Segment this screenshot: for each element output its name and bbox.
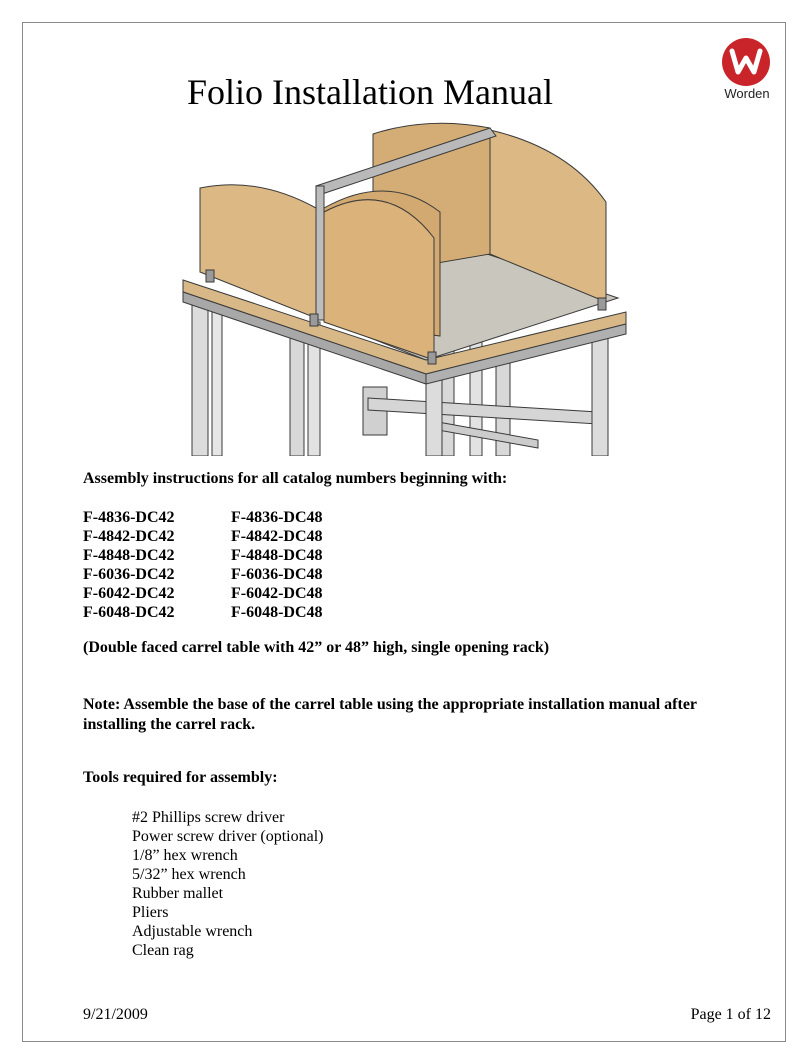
- catalog-number: F-4842-DC42: [83, 528, 175, 545]
- tool-item: Clean rag: [132, 942, 194, 959]
- tool-item: Pliers: [132, 904, 169, 921]
- tool-item: #2 Phillips screw driver: [132, 809, 285, 826]
- tool-item: Power screw driver (optional): [132, 828, 324, 845]
- catalog-number: F-6042-DC42: [83, 585, 175, 602]
- catalog-number: F-6036-DC42: [83, 566, 175, 583]
- catalog-number: F-4836-DC42: [83, 509, 175, 526]
- catalog-number: F-4848-DC48: [231, 547, 323, 564]
- tools-heading: Tools required for assembly:: [83, 769, 278, 786]
- tool-item: 1/8” hex wrench: [132, 847, 238, 864]
- tool-item: 5/32” hex wrench: [132, 866, 246, 883]
- intro-text: Assembly instructions for all catalog numbers beginning with:: [83, 470, 508, 487]
- page-title: Folio Installation Manual: [187, 72, 553, 112]
- catalog-number: F-6048-DC42: [83, 604, 175, 621]
- catalog-number: F-4836-DC48: [231, 509, 323, 526]
- footer-date: 9/21/2009: [83, 1006, 148, 1023]
- catalog-number: F-6042-DC48: [231, 585, 323, 602]
- catalog-number: F-4842-DC48: [231, 528, 323, 545]
- carrel-table-illustration: [178, 122, 628, 456]
- tool-item: Adjustable wrench: [132, 923, 253, 940]
- catalog-number: F-4848-DC42: [83, 547, 175, 564]
- assembly-note: Note: Assemble the base of the carrel table using the appropriate installation manual after installing the carrel rack.: [83, 696, 697, 733]
- catalog-number: F-6048-DC48: [231, 604, 323, 621]
- tool-item: Rubber mallet: [132, 885, 224, 902]
- page-number: Page 1 of 12: [690, 1006, 771, 1023]
- tools-list: [132, 808, 324, 960]
- catalog-number: F-6036-DC48: [231, 566, 323, 583]
- logo-text: Worden: [724, 86, 770, 101]
- product-description: (Double faced carrel table with 42” or 48” high, single opening rack): [83, 639, 550, 656]
